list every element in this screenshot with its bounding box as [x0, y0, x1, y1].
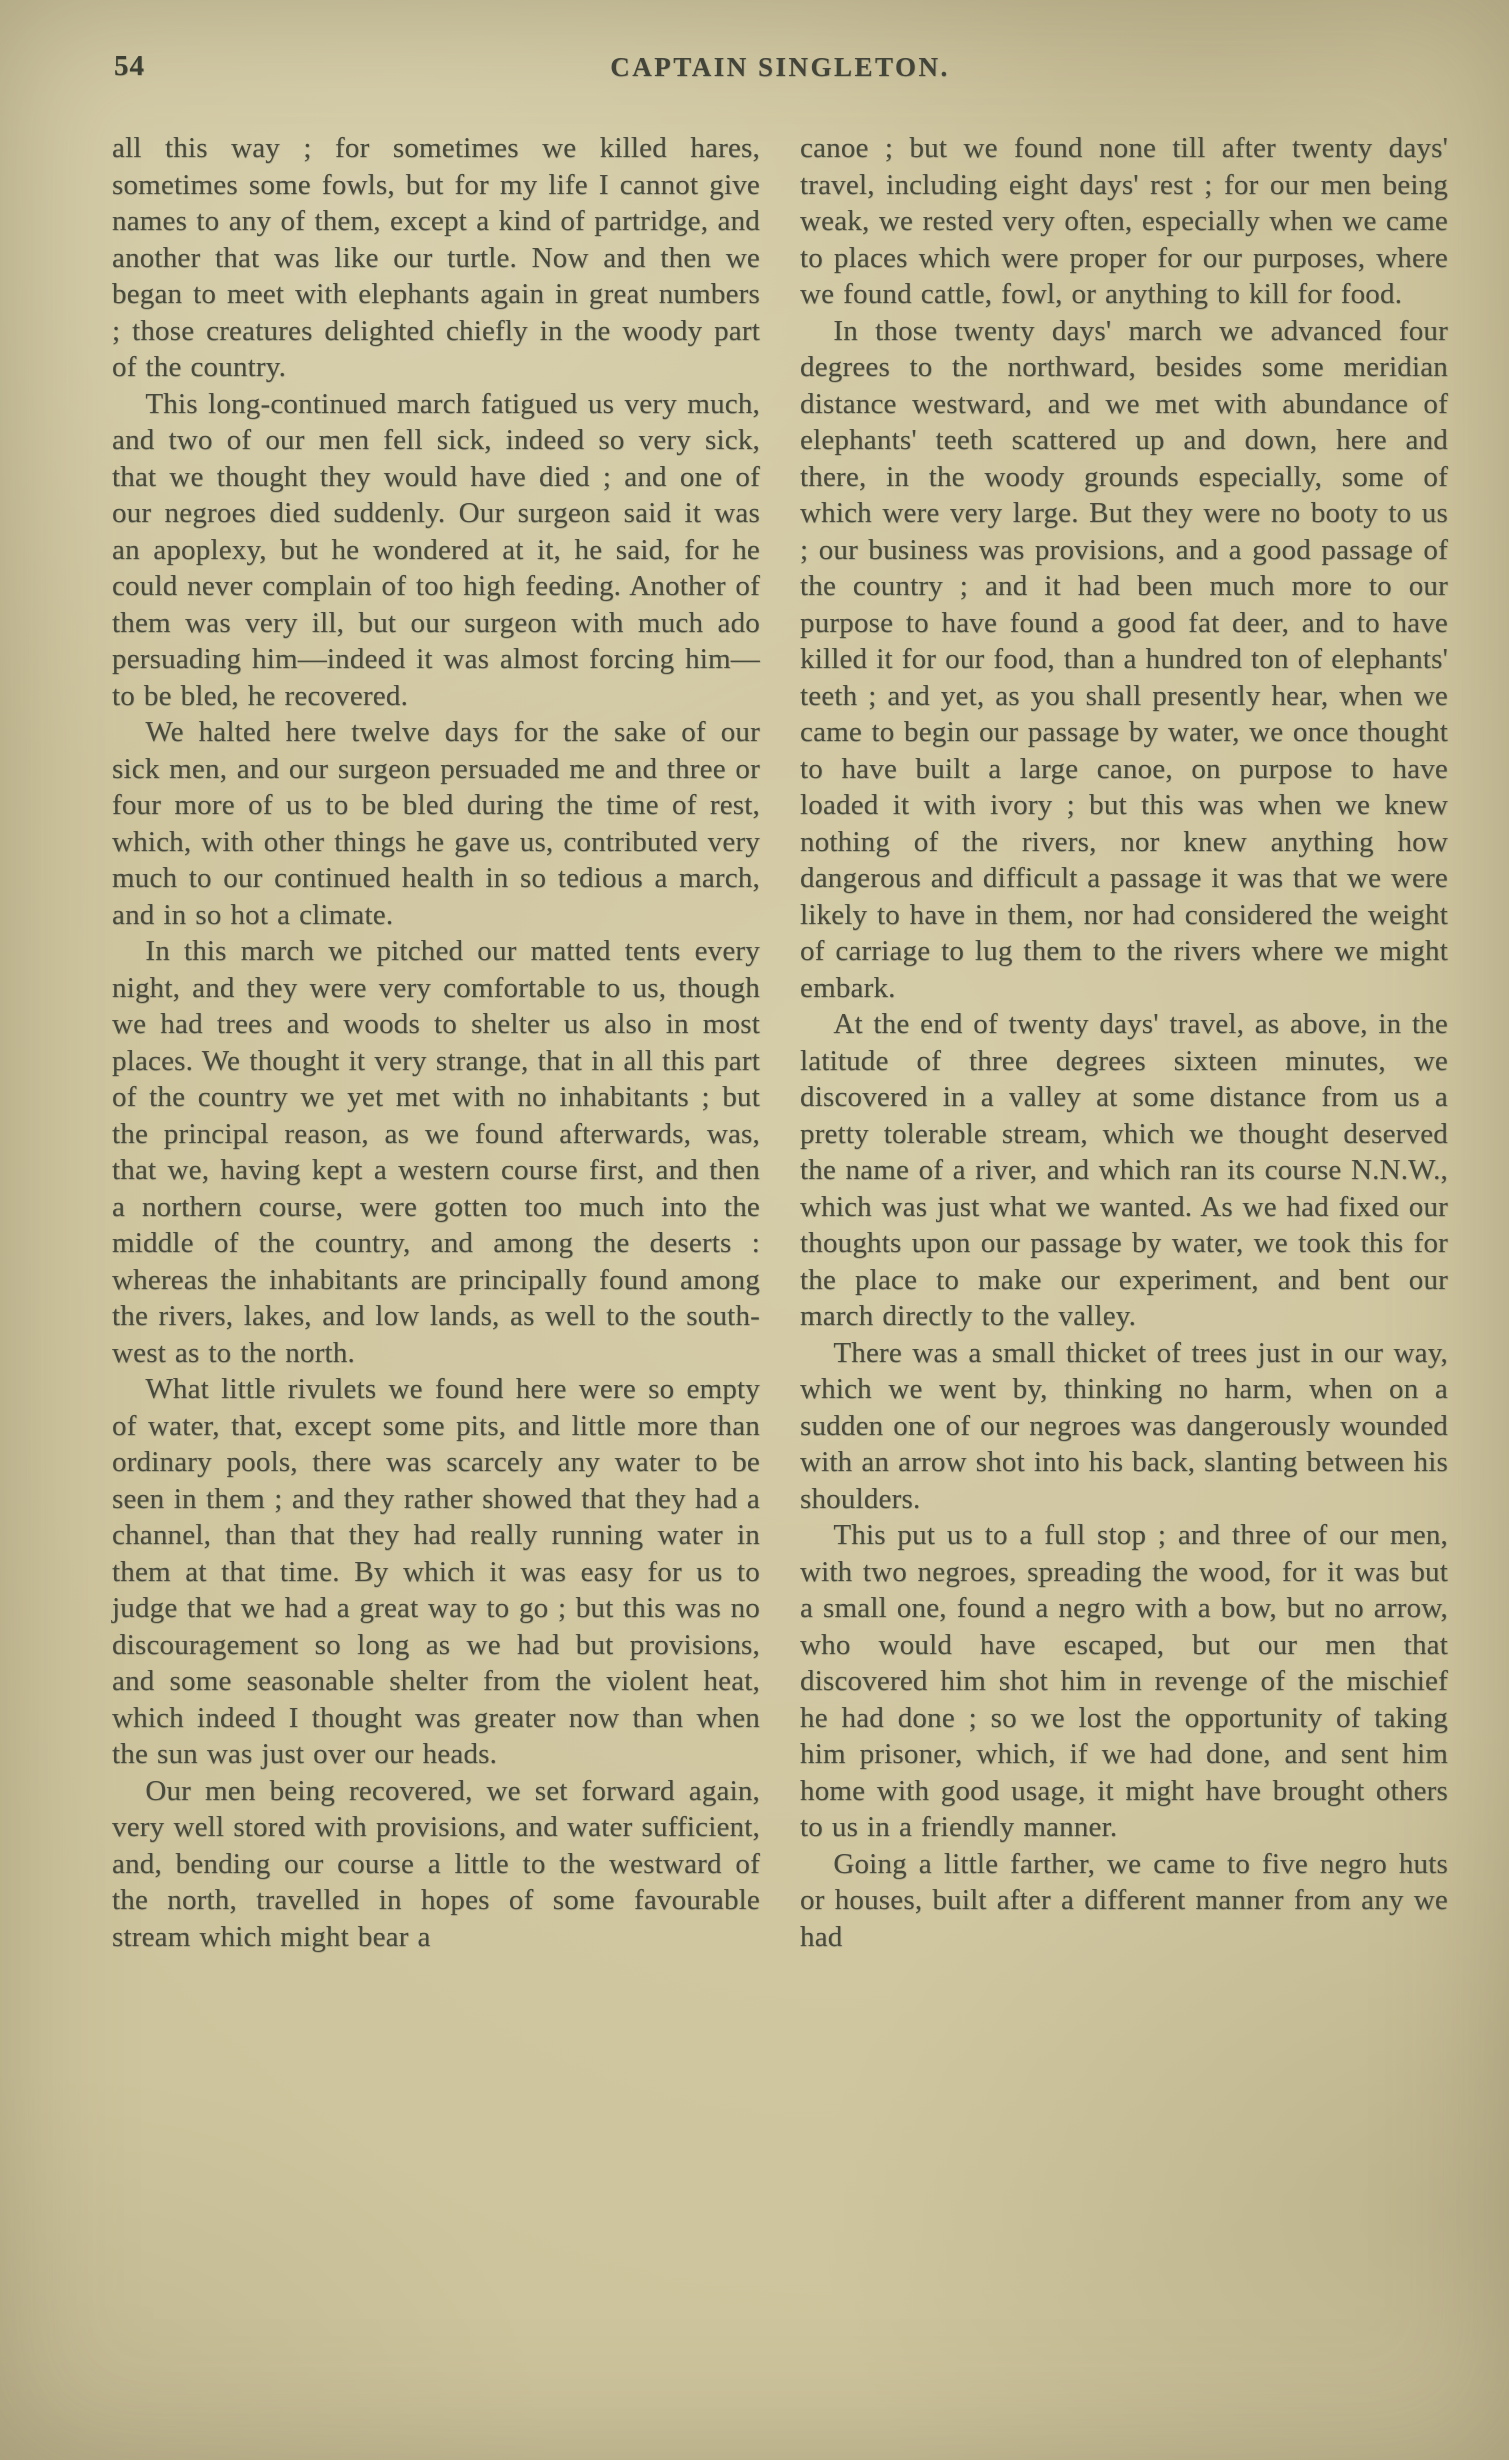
paragraph: We halted here twelve days for the sake of our sick men, and our surgeon persuaded me and three or four more of us to be bled during the time of rest, which, with other things he gave us, contributed very much to our continued health in so tedious a march, and in so hot a climate. [112, 716, 760, 931]
paragraph: Our men being recovered, we set forward again, very well stored with provisions, and water sufficient, and, bending our course a little to the westward of the north, travelled in hopes of some favourable stream which might bear a [112, 1774, 760, 1953]
page-header [112, 50, 1448, 90]
paragraph: Going a little farther, we came to five negro huts or houses, built after a different manner from any we had [800, 1847, 1448, 1953]
paragraph: all this way ; for sometimes we killed hares, sometimes some fowls, but for my life I cannot give names to any of them, except a kind of partridge, and another that was like our turtle. Now and then we began to meet with elephants again in great numbers ; those creatures delighted chiefly in the woody part of the country. [112, 132, 760, 383]
paragraph: In those twenty days' march we advanced four degrees to the northward, besides some meridian distance westward, and we met with abundance of elephants' teeth scattered up and down, here and there, in the woody grounds especially, some of which were very large. But they were no booty to us ; our business was provisions, and a good passage of the country ; and it had been much more to our purpose to have found a good fat deer, and to have killed it for our food, than a hundred ton of elephants' teeth ; and yet, as you shall presently hear, when we came to begin our passage by water, we once thought to have built a large canoe, on purpose to have loaded it with ivory ; but this was when we knew nothing of the rivers, nor knew anything how dangerous and difficult a passage it was that we were likely to have in them, nor had considered the weight of carriage to lug them to the rivers where we might embark. [800, 314, 1448, 1004]
paragraph: canoe ; but we found none till after twenty days' travel, including eight days' rest ; for our men being weak, we rested very often, especially when we came to places which were proper for our purposes, where we found cattle, fowl, or anything to kill for food. [800, 132, 1448, 310]
paragraph: At the end of twenty days' travel, as above, in the latitude of three degrees sixteen minutes, we discovered in a valley at some distance from us a pretty tolerable stream, which we thought deserved the name of a river, and which ran its course N.N.W., which was just what we wanted. As we had fixed our thoughts upon our passage by water, we took this for the place to make our experiment, and bent our march directly to the valley. [800, 1008, 1448, 1332]
paragraph: This long-continued march fatigued us very much, and two of our men fell sick, indeed so very sick, that we thought they would have died ; and one of our negroes died suddenly. Our surgeon said it was an apoplexy, but he wondered at it, he said, for he could never complain of too high feeding. Another of them was very ill, but our surgeon with much ado persuading him—indeed it was almost forcing him—to be bled, he recovered. [112, 387, 760, 712]
text-column-left [112, 130, 760, 1955]
paragraph: This put us to a full stop ; and three of our men, with two negroes, spreading the wood, for it was but a small one, found a negro with a bow, but no arrow, who would have escaped, but our men that discovered him shot him in revenge of the mischief he had done ; so we lost the opportunity of taking him prisoner, which, if we had done, and sent him home with good usage, it might have brought others to us in a friendly manner. [800, 1519, 1448, 1843]
page-body [112, 130, 1448, 1955]
page-number: 54 [114, 50, 145, 82]
text-column-right [800, 130, 1448, 1955]
paragraph: There was a small thicket of trees just in our way, which we went by, thinking no harm, when on a sudden one of our negroes was dangerously wounded with an arrow shot into his back, slanting between his shoulders. [800, 1336, 1448, 1515]
running-title: CAPTAIN SINGLETON. [610, 52, 950, 82]
paragraph: What little rivulets we found here were so empty of water, that, except some pits, and little more than ordinary pools, there was scarcely any water to be seen in them ; and they rather showed that they had a channel, than that they had really running water in them at that time. By which it was easy for us to judge that we had a great way to go ; but this was no discouragement so long as we had but provisions, and some seasonable shelter from the violent heat, which indeed I thought was greater now than when the sun was just over our heads. [112, 1373, 760, 1770]
paragraph: In this march we pitched our matted tents every night, and they were very comfortable to us, though we had trees and woods to shelter us also in most places. We thought it very strange, that in all this part of the country we yet met with no inhabitants ; but the principal reason, as we found afterwards, was, that we, having kept a western course first, and then a northern course, were gotten too much into the middle of the country, and among the deserts : whereas the inhabitants are principally found among the rivers, lakes, and low lands, as well to the south-west as to the north. [112, 935, 760, 1369]
